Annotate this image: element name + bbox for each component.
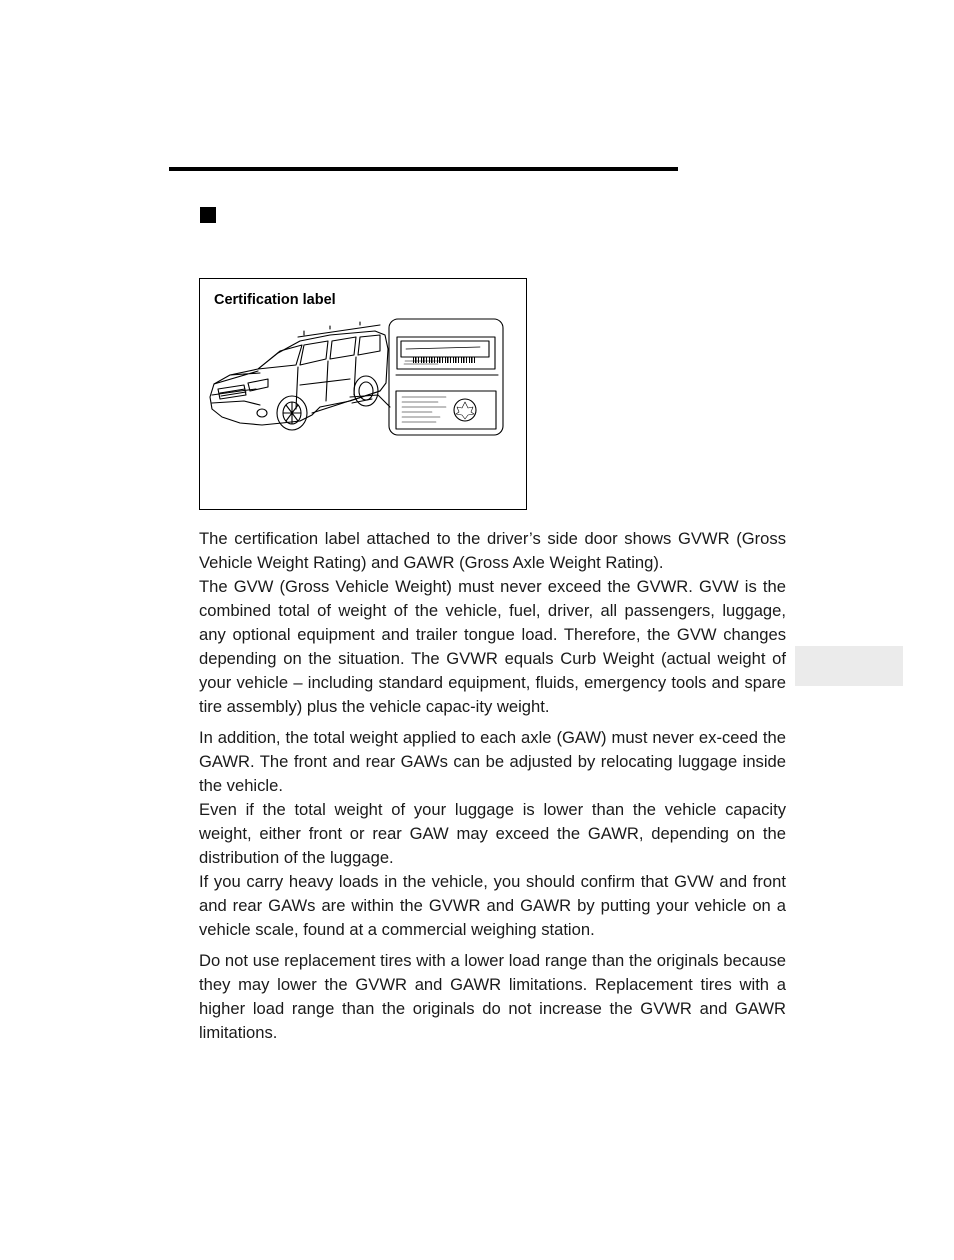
chapter-thumb-tab <box>795 646 903 686</box>
paragraph-vehicle-scale: If you carry heavy loads in the vehicle, you should confirm that GVW and front and rear GAWs are within the GVWR and GAWR by putting your vehicle on a vehicle scale, found at a commercial weighing station. <box>199 872 786 939</box>
section-bullet-square <box>200 207 216 223</box>
car-with-label-illustration <box>200 279 528 511</box>
body-text <box>199 527 786 1045</box>
paragraph-gvw: The GVW (Gross Vehicle Weight) must never exceed the GVWR. GVW is the combined total of weight of the vehicle, fuel, driver, all passengers, luggage, any optional equipment and trailer tongue load. Therefore, the GVW changes depending on the situation. The GVWR equals Curb Weight (actual weight of your vehicle – including standard equipment, fluids, emergency tools and spare tire assembly) plus the vehicle capac-ity weight. <box>199 577 786 716</box>
certification-label-figure <box>199 278 527 510</box>
figure-caption: Certification label <box>214 292 336 308</box>
paragraph-certification-label: The certification label attached to the driver’s side door shows GVWR (Gross Vehicle Weight Rating) and GAWR (Gross Axle Weight Rating). <box>199 529 786 572</box>
paragraph-gaw: In addition, the total weight applied to each axle (GAW) must never ex-ceed the GAWR. The front and rear GAWs can be adjusted by relocating luggage inside the vehicle. <box>199 728 786 795</box>
paragraph-replacement-tires: Do not use replacement tires with a lower load range than the originals because they may lower the GVWR and GAWR limitations. Replacement tires with a higher load range than the originals do not increase the GVWR and GAWR limitations. <box>199 951 786 1042</box>
section-header-rule <box>169 167 678 171</box>
paragraph-luggage-distribution: Even if the total weight of your luggage is lower than the vehicle capacity weight, either front or rear GAW may exceed the GAWR, depending on the distribution of the luggage. <box>199 800 786 867</box>
